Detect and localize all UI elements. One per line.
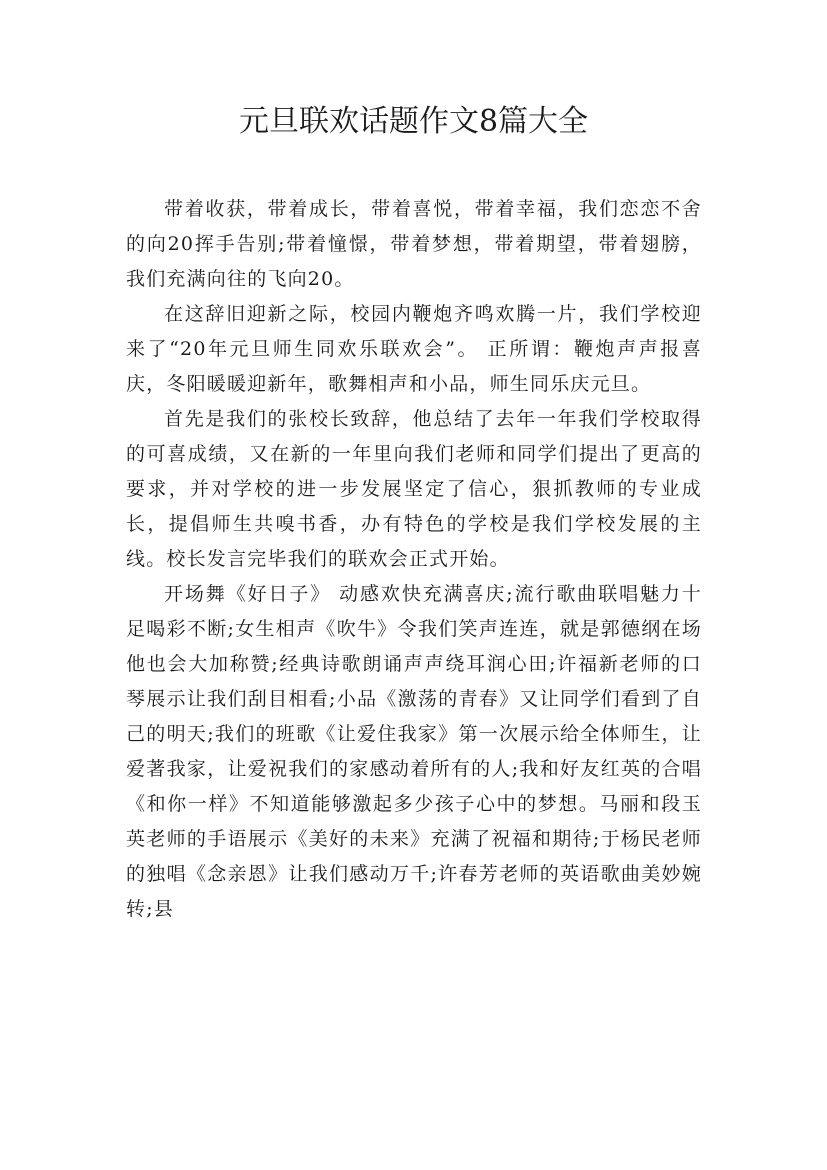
paragraph-4: 开场舞《好日子》 动感欢快充满喜庆;流行歌曲联唱魅力十足喝彩不断;女生相声《吹牛》令我们笑声连连，就是郭德纲在场他也会大加称赞;经典诗歌朗诵声声绕耳润心田;许福新老师的口琴展示让我们刮目相看;小品《激荡的青春》又让同学们看到了自己的明天;我们的班歌《让爱住我家》第一次展示给全体师生，让爱著我家，让爱祝我们的家感动着所有的人;我和好友红英的合唱《和你一样》不知道能够激起多少孩子心中的梦想。马丽和段玉英老师的手语展示《美好的未来》充满了祝福和期待;于杨民老师的独唱《念亲恩》让我们感动万千;许春芳老师的英语歌曲美妙婉转;县 [126,583,702,920]
paragraph-3: 首先是我们的张校长致辞，他总结了去年一年我们学校取得的可喜成绩，又在新的一年里向我们老师和同学们提出了更高的要求，并对学校的进一步发展坚定了信心，狠抓教师的专业成长，提倡师生共嗅书香，办有特色的学校是我们学校发展的主线。校长发言完毕我们的联欢会正式开始。 [126,408,702,570]
document-body [126,192,702,927]
document-title: 元旦联欢话题作文8篇大全 [238,104,589,139]
paragraph-1: 带着收获，带着成长，带着喜悦，带着幸福，我们恋恋不舍的向20挥手告别;带着憧憬，带着梦想，带着期望，带着翅膀，我们充满向往的飞向20。 [126,198,702,290]
paragraph-2: 在这辞旧迎新之际，校园内鞭炮齐鸣欢腾一片，我们学校迎来了“20年元旦师生同欢乐联欢会”。 正所谓：鞭炮声声报喜庆，冬阳暖暖迎新年，歌舞相声和小品，师生同乐庆元旦。 [126,303,702,395]
